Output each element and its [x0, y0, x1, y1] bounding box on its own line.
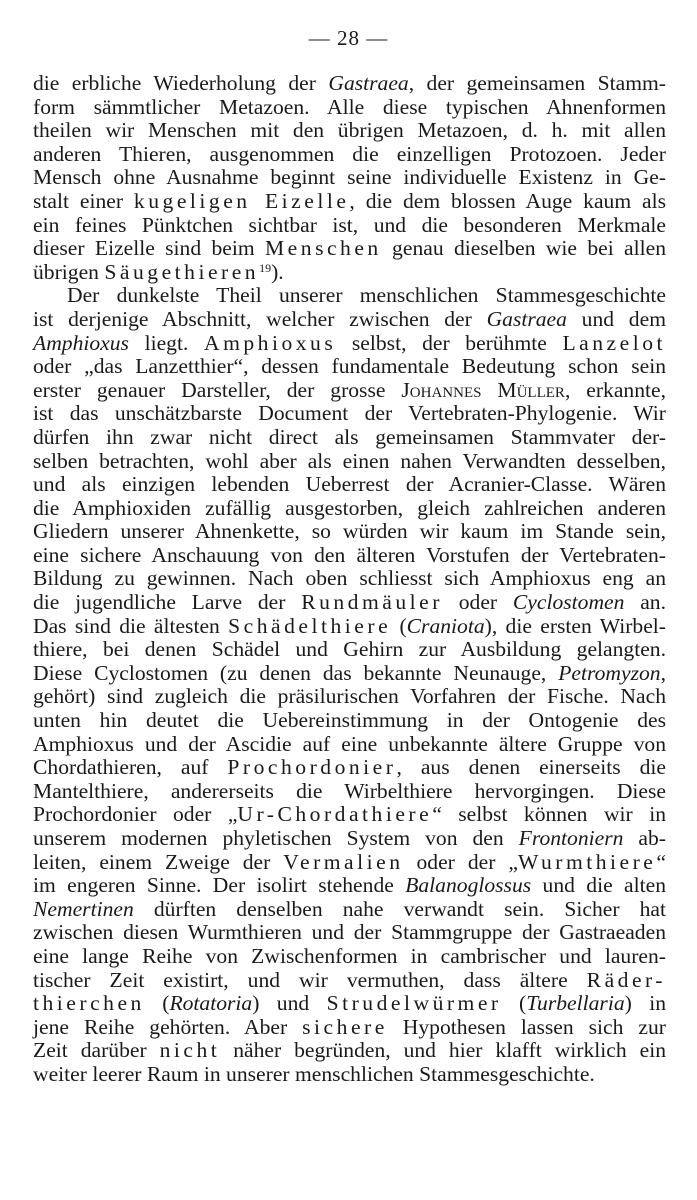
small-caps-name: Johannes Müller	[401, 377, 565, 402]
text-line	[33, 96, 666, 120]
spaced-emphasis: Strudelwürmer	[326, 991, 502, 1016]
text-run: , der gemeinsamen Stamm-	[408, 71, 666, 95]
italic-term: Nemertinen	[33, 896, 134, 921]
text-run: selbst, der berühmte	[336, 330, 563, 355]
text-line	[33, 567, 666, 591]
text-line	[33, 237, 666, 261]
text-run: die jugendliche Larve der	[33, 590, 302, 615]
text-run: (	[391, 613, 407, 638]
text-run: ).	[271, 259, 284, 284]
text-run: (	[501, 991, 527, 1016]
text-line	[33, 473, 666, 497]
text-run: und dem	[566, 306, 666, 331]
text-run: theilen wir Menschen mit den übrigen Metazoen, d. h. mit allen	[33, 118, 666, 143]
text-line	[33, 426, 666, 450]
text-run: ist derjenige Abschnitt, welcher zwischen der	[33, 306, 487, 331]
text-line	[33, 355, 666, 379]
text-run: Chordathieren, auf	[33, 755, 228, 780]
spaced-emphasis: Prochordonier	[227, 755, 397, 780]
text-line	[33, 166, 666, 190]
text-run: genau dieselben wie bei allen	[381, 236, 666, 261]
text-line	[33, 851, 666, 875]
text-line	[33, 1039, 666, 1063]
text-run: Hypothesen lassen sich zur	[387, 1014, 666, 1039]
text-run: übrigen	[33, 259, 105, 284]
text-line	[33, 402, 666, 426]
text-line	[33, 921, 666, 945]
text-run: Amphioxus und der Ascidie auf eine unbekannte ältere Gruppe von	[33, 731, 666, 756]
text-run: oder „das Lanzetthier“, dessen fundamentale Bedeutung schon sein	[33, 354, 666, 379]
spaced-emphasis: sichere	[302, 1014, 388, 1039]
text-run: unten hin deutet die Uebereinstimmung in der Ontogenie des	[33, 708, 666, 733]
text-line	[33, 615, 666, 639]
text-line	[33, 898, 666, 922]
text-line	[33, 827, 666, 851]
text-line	[33, 1016, 666, 1040]
text-line	[33, 756, 666, 780]
text-run: (	[144, 991, 170, 1016]
text-run: dürften denselben nahe verwandt sein. Sicher hat	[133, 896, 666, 921]
text-line	[33, 214, 666, 238]
text-line	[33, 497, 666, 521]
text-run: eine lange Reihe von Zwischenformen in cambrischer und lauren-	[33, 943, 666, 968]
text-run: Mensch ohne Ausnahme beginnt seine individuelle Existenz in Ge-	[33, 165, 666, 190]
text-run: ein feines Pünktchen sichtbar ist, und die besonderen Merkmale	[33, 212, 666, 237]
text-line	[33, 803, 666, 827]
page-number: — 28 —	[308, 26, 389, 50]
text-line	[33, 733, 666, 757]
text-run: ist das unschätzbarste Document der Vertebraten-Phylogenie. Wir	[33, 401, 666, 426]
text-run: stalt einer	[33, 188, 134, 213]
text-line	[33, 190, 666, 214]
text-run: Der dunkelste Theil unserer menschlichen Stammesgeschichte	[67, 283, 666, 308]
text-run: “	[656, 849, 666, 874]
text-run: form sämmtlicher Metazoen. Alle diese typischen Ahnenformen	[33, 94, 666, 119]
text-line	[33, 638, 666, 662]
text-run: Das sind die ältesten	[33, 613, 229, 638]
text-line	[33, 143, 666, 167]
spaced-emphasis: nicht	[159, 1038, 221, 1063]
text-line	[33, 379, 666, 403]
text-run: Gliedern unserer Ahnenkette, so würden wir kaum im Stande sein,	[33, 519, 666, 544]
italic-term: Frontoniern	[518, 826, 624, 850]
spaced-emphasis: Räder-	[586, 967, 666, 992]
text-run: weiter leerer Raum in unserer menschlichen Stammesgeschichte.	[33, 1061, 595, 1086]
footnote-reference: 19	[259, 260, 272, 275]
text-line	[33, 544, 666, 568]
text-run: eine sichere Anschauung von den älteren Vorstufen der Vertebraten-	[33, 542, 666, 567]
text-line	[33, 450, 666, 474]
text-run: , aus denen einerseits die	[396, 755, 666, 780]
text-run: im engeren Sinne. Der isolirt stehende	[33, 873, 406, 898]
text-line	[33, 662, 666, 686]
text-line	[33, 969, 666, 993]
text-run: Mantelthiere, andererseits die Wirbelthiere hervorgingen. Diese	[33, 778, 666, 803]
text-run: anderen Thieren, ausgenommen die einzelligen Protozoen. Jeder	[33, 141, 666, 166]
spaced-emphasis: kugeligen Eizelle	[133, 188, 350, 213]
text-run: zwischen diesen Wurmthieren und der Stammgruppe der Gastraeaden	[33, 920, 666, 945]
text-run: an.	[624, 590, 667, 615]
text-run: Diese Cyclostomen (zu denen das bekannte Neunauge,	[33, 660, 559, 685]
text-line	[33, 874, 666, 898]
italic-term: Gastraea	[328, 71, 409, 95]
italic-term: Turbellaria	[526, 991, 625, 1016]
text-run: ab-	[623, 826, 666, 850]
spaced-emphasis: thierchen	[33, 991, 145, 1016]
text-run: Prochordonier oder „	[33, 802, 238, 827]
text-line	[33, 261, 666, 285]
text-line	[33, 308, 666, 332]
text-run: die Amphioxiden zufällig ausgestorben, gleich zahlreichen anderen	[33, 495, 666, 520]
text-run: , erkannte,	[564, 377, 667, 402]
text-run: ,	[660, 660, 666, 685]
text-line	[33, 992, 666, 1016]
spaced-emphasis: Lanzelot	[562, 330, 666, 355]
text-run: Zeit darüber	[33, 1038, 160, 1063]
text-line	[33, 332, 666, 356]
text-run: unserem modernen phyletischen System von den	[33, 826, 519, 850]
text-run: tischer Zeit existirt, und wir vermuthen, dass ältere	[33, 967, 587, 992]
text-line	[33, 72, 666, 96]
text-run: oder	[442, 590, 513, 615]
spaced-emphasis: Säugethieren	[104, 259, 260, 284]
text-run: dieser Eizelle sind beim	[33, 236, 265, 261]
spaced-emphasis: Schädelthiere	[228, 613, 392, 638]
text-run: erster genauer Darsteller, der grosse	[33, 377, 402, 402]
spaced-emphasis: Amphioxus	[203, 330, 337, 355]
text-run: ) in	[624, 991, 667, 1016]
italic-term: Gastraea	[486, 306, 567, 331]
text-run: ), die ersten Wirbel-	[484, 613, 666, 638]
text-line	[33, 709, 666, 733]
text-run: ) und	[252, 991, 327, 1016]
text-run: selben betrachten, wohl aber als einen nahen Verwandten desselben,	[33, 448, 666, 473]
text-run: und als einzigen lebenden Ueberrest der Acranier-Classe. Wären	[33, 472, 666, 497]
italic-term: Craniota	[406, 613, 485, 638]
spaced-emphasis: Ur-Chordathiere	[237, 802, 433, 827]
text-run: näher begründen, und hier klafft wirklich ein	[220, 1038, 666, 1063]
text-run: leiten, einem Zweige der	[33, 849, 284, 874]
spaced-emphasis: Wurmthiere	[517, 849, 657, 874]
spaced-emphasis: Rundmäuler	[301, 590, 443, 615]
italic-term: Rotatoria	[169, 991, 253, 1016]
text-line	[33, 520, 666, 544]
text-run: die erbliche Wiederholung der	[33, 71, 329, 95]
text-line	[33, 1063, 666, 1087]
text-run: gehört) sind zugleich die präsilurischen Vorfahren der Fische. Nach	[33, 684, 666, 709]
text-run: und die alten	[531, 873, 666, 898]
text-line	[33, 591, 666, 615]
spaced-emphasis: Vermalien	[283, 849, 404, 874]
body-text	[33, 72, 666, 1087]
italic-term: Cyclostomen	[512, 590, 625, 615]
text-line	[33, 119, 666, 143]
text-run: oder der „	[403, 849, 518, 874]
text-run: jene Reihe gehörten. Aber	[33, 1014, 303, 1039]
italic-term: Petromyzon	[558, 660, 661, 685]
italic-term: Amphioxus	[33, 330, 129, 355]
spaced-emphasis: Menschen	[264, 236, 382, 261]
text-line	[33, 284, 666, 308]
italic-term: Balanoglossus	[405, 873, 532, 898]
text-line	[33, 685, 666, 709]
text-run: dürfen ihn zwar nicht direct als gemeinsamen Stammvater der-	[33, 424, 666, 449]
text-run: “ selbst können wir in	[432, 802, 666, 827]
text-line	[33, 780, 666, 804]
text-run: liegt.	[128, 330, 204, 355]
text-run: Bildung zu gewinnen. Nach oben schliesst sich Amphioxus eng an	[33, 566, 666, 591]
text-line	[33, 945, 666, 969]
text-run: , die dem blossen Auge kaum als	[349, 188, 666, 213]
text-run: thiere, bei denen Schädel und Gehirn zur Ausbildung gelangten.	[33, 637, 666, 662]
